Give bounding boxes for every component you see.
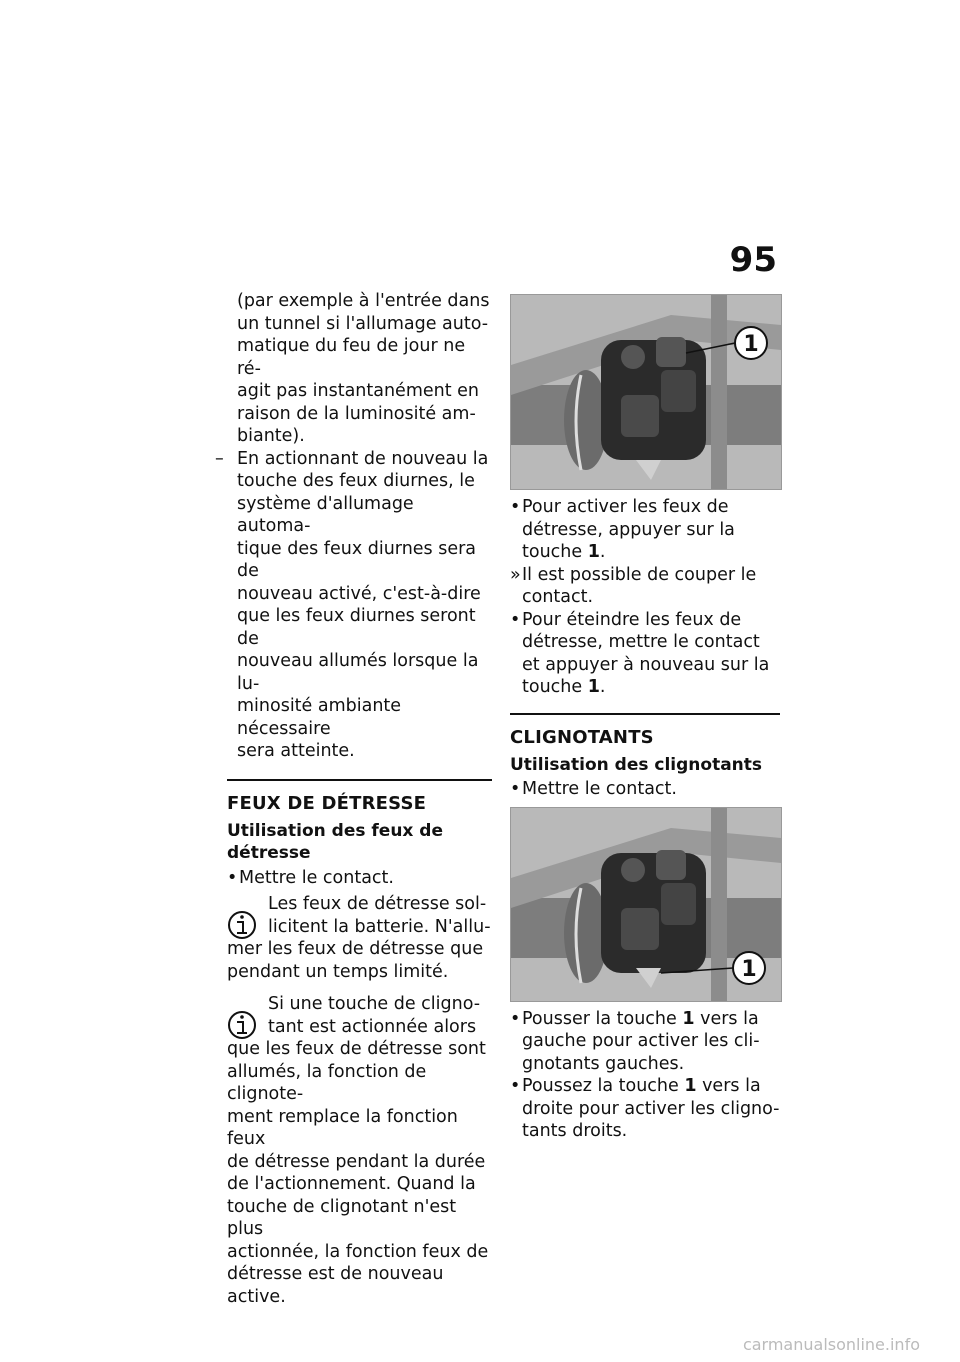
- text-line: Utilisation des feux de: [227, 820, 444, 841]
- result-item: [510, 564, 780, 609]
- page-number: 95: [729, 240, 777, 280]
- bullet-item-contact: [227, 867, 492, 890]
- text-line: système d'allumage automa-: [237, 493, 414, 536]
- bullet-marker: •: [510, 1008, 521, 1029]
- text-line: tants droits.: [522, 1121, 628, 1141]
- text-line: que les feux diurnes seront de: [237, 606, 476, 649]
- bullet-item-deactivate-hazard: • Pour éteindre les feux de détresse, mettre le contact et appuyer à nouveau sur la touche 1.: [510, 609, 780, 699]
- text-line: matique du feu de jour ne ré-: [237, 336, 466, 379]
- text-line: Poussez la touche: [522, 1076, 685, 1096]
- text-line: un tunnel si l'allumage auto-: [237, 313, 489, 334]
- text-line: touche: [522, 542, 588, 562]
- text-line: tant est actionnée alors: [268, 1016, 477, 1037]
- text-line: (par exemple à l'entrée dans: [237, 291, 490, 311]
- bullet-marker: •: [510, 1076, 521, 1096]
- footer-watermark: carmanualsonline.info: [742, 1335, 920, 1354]
- text-line: Les feux de détresse sol-: [268, 894, 487, 914]
- subtitle-indicators-use: Utilisation des clignotants: [510, 754, 763, 775]
- info-note-indicator: [227, 993, 492, 1308]
- text-line: licitent la batterie. N'allu-: [268, 916, 491, 937]
- text-line: pendant un temps limité.: [227, 961, 449, 982]
- text-line: ment remplace la fonction feux: [227, 1106, 458, 1149]
- key-reference: 1: [684, 1076, 697, 1096]
- key-reference: 1: [682, 1008, 695, 1029]
- text-line: raison de la luminosité am-: [237, 403, 476, 424]
- text-line: Mettre le contact.: [239, 867, 394, 888]
- text-line: détresse, mettre le contact: [522, 632, 760, 652]
- text-line: vers la: [696, 1076, 761, 1096]
- text-line: gauche pour activer les cli-: [522, 1031, 760, 1051]
- text-line: sera atteinte.: [237, 741, 355, 761]
- text-line: gnotants gauches.: [522, 1053, 685, 1074]
- key-reference: 1: [587, 677, 600, 697]
- text-line: allumés, la fonction de clignote-: [227, 1061, 427, 1104]
- section-divider: [227, 779, 492, 781]
- dash-marker: –: [215, 448, 224, 469]
- text-line: détresse est de nouveau active.: [227, 1264, 444, 1307]
- text-line: Si une touche de cligno-: [268, 994, 481, 1014]
- text-line: Il est possible de couper le: [522, 564, 757, 585]
- text-line: Pour activer les feux de: [522, 497, 729, 517]
- text-line: nouveau allumés lorsque la lu-: [237, 651, 479, 694]
- bullet-marker: •: [510, 779, 521, 799]
- callout-number: 1: [743, 332, 759, 357]
- dash-list-item: [215, 448, 492, 763]
- bullet-marker: •: [510, 497, 521, 517]
- text-line: détresse: [227, 843, 311, 863]
- handlebar-switch-photo-indicator: [510, 807, 782, 1002]
- right-column: [510, 294, 780, 1143]
- bullet-item-left-indicator: [510, 1008, 780, 1076]
- text-line: Mettre le contact.: [522, 779, 677, 799]
- text-line: droite pour activer les cligno-: [522, 1098, 780, 1119]
- text-line: contact.: [522, 587, 594, 607]
- text-line: biante).: [237, 426, 305, 446]
- text-line: En actionnant de nouveau la: [237, 448, 489, 469]
- text-line: de l'actionnement. Quand la: [227, 1174, 476, 1194]
- subtitle-hazard-use: [227, 820, 492, 865]
- section-title-hazard: FEUX DE DÉTRESSE: [227, 792, 427, 814]
- info-note-battery: [227, 893, 492, 983]
- paragraph-continuation: [227, 290, 492, 448]
- text-line: touche des feux diurnes, le: [237, 471, 475, 491]
- result-marker: »: [510, 564, 521, 585]
- info-icon: [227, 1007, 257, 1043]
- text-line: touche de clignotant n'est plus: [227, 1196, 457, 1239]
- text-line: que les feux de détresse sont: [227, 1039, 486, 1059]
- text-line: de détresse pendant la durée: [227, 1151, 486, 1172]
- text-line: touche: [522, 677, 588, 697]
- callout-number: 1: [741, 956, 757, 982]
- text-line: tique des feux diurnes sera de: [237, 538, 477, 581]
- section-divider: [510, 713, 780, 715]
- text-line: actionnée, la fonction feux de: [227, 1241, 489, 1262]
- text-line: minosité ambiante nécessaire: [237, 696, 402, 739]
- text-line: Pousser la touche: [522, 1008, 683, 1029]
- bullet-marker: •: [510, 609, 521, 630]
- section-title-indicators: CLIGNOTANTS: [510, 726, 654, 748]
- handlebar-switch-photo-hazard: [510, 294, 782, 490]
- text-line: et appuyer à nouveau sur la: [522, 654, 770, 675]
- text-line: détresse, appuyer sur la: [522, 519, 735, 540]
- key-reference: 1: [587, 542, 600, 562]
- text-line: Pour éteindre les feux de: [522, 609, 742, 630]
- bullet-item-right-indicator: [510, 1075, 780, 1143]
- info-icon: [227, 907, 257, 943]
- bullet-marker: •: [227, 867, 238, 888]
- text-line: vers la: [694, 1008, 759, 1029]
- text-line: nouveau activé, c'est-à-dire: [237, 583, 481, 604]
- text-line: mer les feux de détresse que: [227, 939, 484, 959]
- left-column: [215, 290, 492, 1308]
- bullet-item-activate-hazard: • Pour activer les feux de détresse, appuyer sur la touche 1.: [510, 496, 780, 564]
- bullet-item-contact: [510, 778, 780, 801]
- text-line: agit pas instantanément en: [237, 381, 480, 401]
